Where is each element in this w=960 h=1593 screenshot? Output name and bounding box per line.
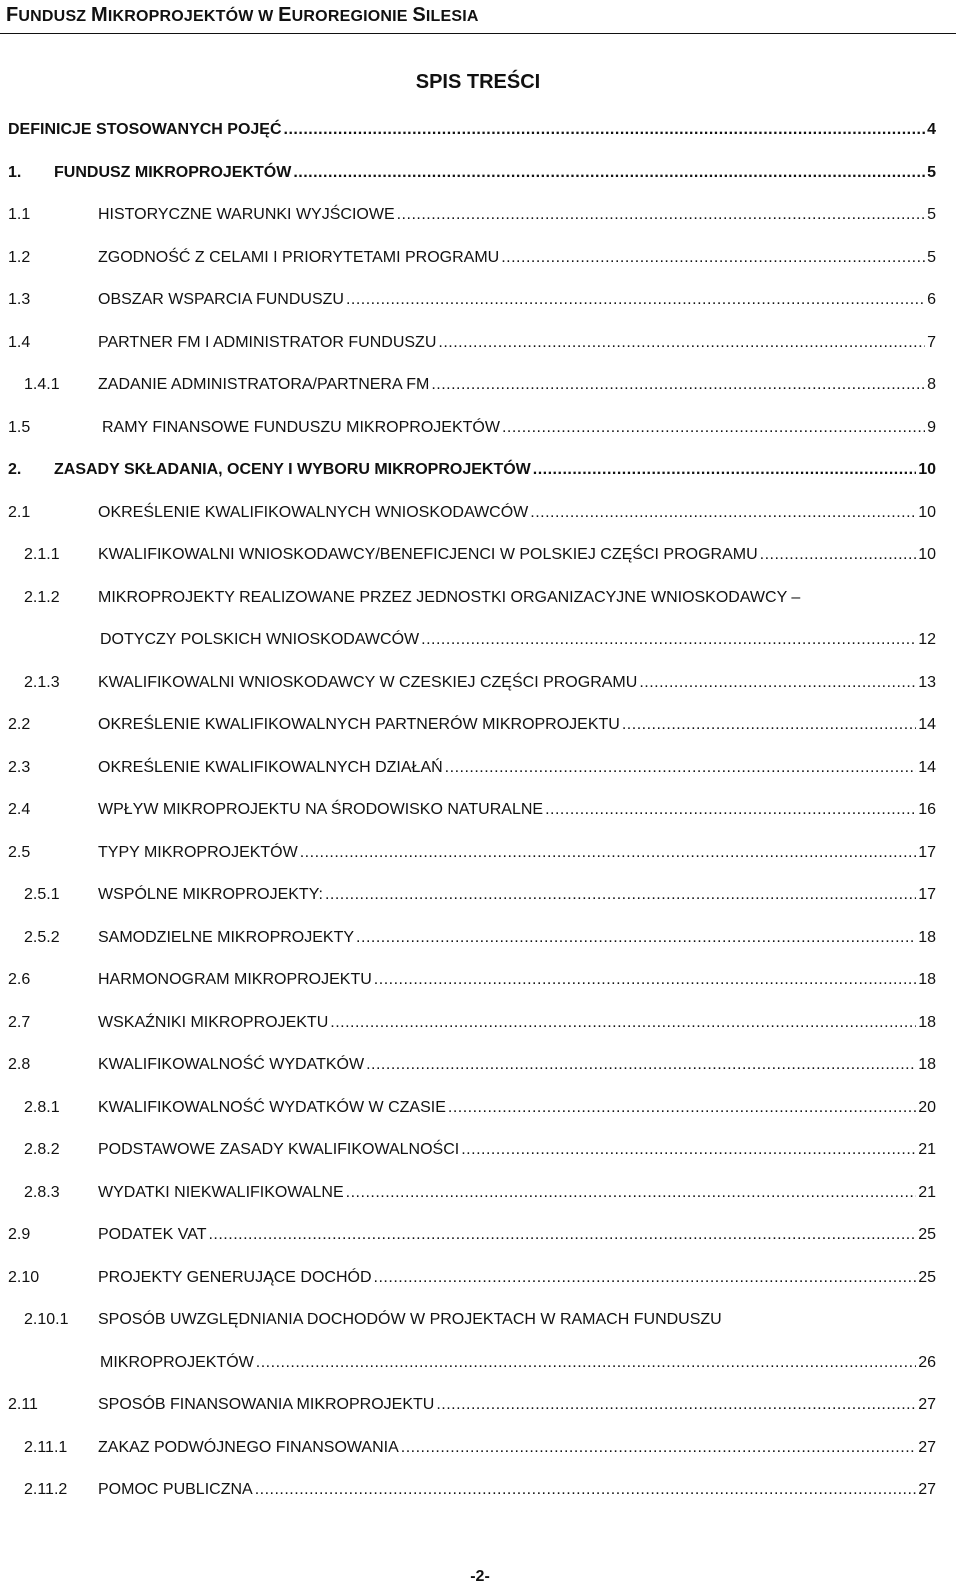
toc-entry[interactable] [0,586,960,610]
toc-entry-number: 2.7 [8,1013,31,1031]
toc-entry-line [98,671,936,695]
running-header [0,0,956,34]
toc-entry-number: 1.2 [8,248,31,266]
toc-leader-dots [255,1478,917,1502]
toc-entry-page: 25 [918,1226,936,1243]
toc-entry[interactable] [0,543,960,567]
toc-entry-number: 2.1.1 [24,546,60,563]
toc-entry-line [98,1011,936,1035]
toc-entry-page: 16 [918,801,936,818]
toc-entry-line [98,501,936,525]
toc-leader-dots [325,883,916,907]
toc-entry-line [98,1478,936,1502]
toc-entry-number: 2.1.2 [24,588,60,606]
toc-entry-line [98,883,936,907]
toc-leader-dots [293,161,925,185]
toc-entry[interactable] [0,416,960,440]
toc-entry-number: 2.4 [8,801,31,818]
toc-leader-dots [256,1351,916,1375]
toc-entry[interactable] [0,1096,960,1120]
toc-entry-line [100,1351,936,1375]
toc-entry-number: 2.11 [8,1396,38,1413]
toc-leader-dots [445,756,917,780]
toc-entry-title: PODSTAWOWE ZASADY KWALIFIKOWALNOŚCI [98,1141,460,1158]
toc-entry-line [8,118,936,142]
toc-entry-number: 2.5 [8,843,31,861]
toc-entry-line [100,628,936,652]
toc-entry-page: 7 [927,333,936,351]
toc-entry-page: 27 [918,1438,936,1456]
toc-entry[interactable] [0,1308,960,1332]
toc-entry-number: 2.1.3 [24,673,60,691]
toc-entry[interactable] [0,713,960,737]
toc-entry-title: OBSZAR WSPARCIA FUNDUSZU [98,291,344,308]
toc-entry-title: ZGODNOŚĆ Z CELAMI I PRIORYTETAMI PROGRAMU [98,248,500,266]
toc-leader-dots [421,628,916,652]
toc-leader-dots [533,458,916,482]
toc-entry-page: 14 [918,716,936,733]
toc-entry-page: 17 [918,886,936,903]
toc-entry-page: 10 [918,503,936,521]
toc-entry-title: WPŁYW MIKROPROJEKTU NA ŚRODOWISKO NATURALNE [98,801,544,818]
toc-entry[interactable] [0,161,960,185]
toc-entry-line [98,373,936,397]
toc-entry-title: SPOSÓB UWZGLĘDNIANIA DOCHODÓW W PROJEKTACH W RAMACH FUNDUSZU [98,1311,722,1328]
toc-entry-number: 1.5 [8,418,31,436]
toc-leader-dots [639,671,916,695]
toc-leader-dots [397,203,925,227]
toc-entry-title: HISTORYCZNE WARUNKI WYJŚCIOWE [98,206,395,223]
toc-entry-title: WSKAŹNIKI MIKROPROJEKTU [98,1013,329,1031]
toc-entry[interactable] [0,798,960,822]
toc-leader-dots [436,1393,916,1417]
toc-entry-page: 5 [927,163,936,181]
toc-entry-page: 20 [918,1098,936,1116]
toc-entry-line [102,416,936,440]
toc-leader-dots [208,1223,916,1247]
toc-entry-page: 21 [918,1141,936,1158]
toc-entry-line [98,798,936,822]
toc-leader-dots [356,926,916,950]
toc-entry-title: KWALIFIKOWALNI WNIOSKODAWCY/BENEFICJENCI W POLSKIEJ CZĘŚCI PROGRAMU [98,546,758,563]
toc-entry[interactable] [0,841,960,865]
toc-entry-title: KWALIFIKOWALNI WNIOSKODAWCY W CZESKIEJ CZĘŚCI PROGRAMU [98,673,638,691]
toc-leader-dots [330,1011,916,1035]
toc-entry-page: 5 [927,206,936,223]
toc-leader-dots [346,1181,917,1205]
toc-entry-number: 1. [8,163,22,181]
toc-entry-number: 2.5.1 [24,886,60,903]
toc-entry-number: 2.10 [8,1268,40,1286]
toc-entry-number: 2.1 [8,503,31,521]
toc-entry[interactable] [0,926,960,950]
toc-entry-title: ZADANIE ADMINISTRATORA/PARTNERA FM [98,376,430,393]
toc-entry-line [98,1096,936,1120]
toc-entry-title: HARMONOGRAM MIKROPROJEKTU [98,971,372,988]
toc-entry-page: 10 [918,546,936,563]
toc-entry-number: 2.8 [8,1056,31,1073]
toc-leader-dots [431,373,925,397]
toc-entry-page: 25 [918,1268,936,1286]
toc-entry-title: SPOSÓB FINANSOWANIA MIKROPROJEKTU [98,1396,435,1413]
toc-entry-page: 9 [927,418,936,436]
toc-entry[interactable] [0,628,960,652]
toc-entry[interactable] [0,1266,960,1290]
toc-entry-line [98,203,936,227]
toc-entry-page: 26 [918,1353,936,1371]
toc-entry-number: 2.2 [8,716,31,733]
toc-entry-number: 1.4 [8,333,31,351]
toc-entry-title: POMOC PUBLICZNA [98,1481,253,1498]
toc-entry-line [98,968,936,992]
toc-entry[interactable] [0,1393,960,1417]
toc-entry-number: 2.11.2 [24,1481,68,1498]
toc-entry-title: FUNDUSZ MIKROPROJEKTÓW [54,163,292,181]
toc-entry-line [98,288,936,312]
toc-entry-title: OKREŚLENIE KWALIFIKOWALNYCH WNIOSKODAWCÓW [98,503,529,521]
toc-entry-number: 2.5.2 [24,928,60,946]
toc-entry[interactable] [0,203,960,227]
toc-entry-title: ZAKAZ PODWÓJNEGO FINANSOWANIA [98,1438,399,1456]
toc-entry-page: 4 [927,121,936,138]
toc-entry-title: ZASADY SKŁADANIA, OCENY I WYBORU MIKROPROJEKTÓW [54,461,531,478]
toc-entry-title-continued: MIKROPROJEKTÓW [100,1353,254,1371]
toc-entry-line [98,1266,936,1290]
toc-entry-number: 2.8.1 [24,1098,60,1116]
toc-entry-page: 5 [927,248,936,266]
toc-entry-page: 27 [918,1481,936,1498]
toc-entry-line [98,331,936,355]
toc-leader-dots [530,501,916,525]
toc-entry-number: 2.11.1 [24,1438,68,1456]
toc-entry-title: SAMODZIELNE MIKROPROJEKTY [98,928,355,946]
toc-entry-title: KWALIFIKOWALNOŚĆ WYDATKÓW [98,1056,365,1073]
toc-entry-number: 2.6 [8,971,31,988]
toc-entry[interactable] [0,118,960,142]
toc-entry[interactable] [0,756,960,780]
toc-entry-page: 6 [927,291,936,308]
toc-entry[interactable] [0,1138,960,1162]
toc-entry-number: 2.10.1 [24,1311,69,1328]
toc-entry-line [98,926,936,950]
toc-entry[interactable] [0,1478,960,1502]
page-number: -2- [470,1568,490,1585]
toc-entry-title: KWALIFIKOWALNOŚĆ WYDATKÓW W CZASIE [98,1098,446,1116]
toc-entry-title: PODATEK VAT [98,1226,207,1243]
toc-entry[interactable] [0,1053,960,1077]
toc-entry-title: TYPY MIKROPROJEKTÓW [98,843,298,861]
toc-leader-dots [545,798,916,822]
toc-leader-dots [448,1096,916,1120]
toc-entry-page: 8 [927,376,936,393]
toc-entry-number: 2.8.2 [24,1141,60,1158]
toc-leader-dots [374,968,916,992]
toc-entry-line [98,246,936,270]
toc-entry-page: 17 [918,843,936,861]
toc-entry-line [98,1138,936,1162]
toc-entry-number: 1.3 [8,291,31,308]
toc-entry-title: WSPÓLNE MIKROPROJEKTY: [98,886,323,903]
toc-entry[interactable] [0,1011,960,1035]
toc-entry-title-continued: DOTYCZY POLSKICH WNIOSKODAWCÓW [100,631,420,648]
toc-entry-line [98,1053,936,1077]
running-header-title: FUNDUSZ MIKROPROJEKTÓW W EUROREGIONIE SILESIA [6,4,479,26]
toc-entry-number: 1.1 [8,206,31,223]
toc-leader-dots [622,713,916,737]
toc-entry-number: 2. [8,461,22,478]
toc-entry-line [98,1393,936,1417]
toc-entry[interactable] [0,671,960,695]
toc-entry[interactable] [0,1351,960,1375]
toc-entry-number: 2.9 [8,1226,31,1243]
toc-entry-title: DEFINICJE STOSOWANYCH POJĘĆ [8,121,282,138]
toc-entry-page: 14 [918,758,936,776]
toc-entry-page: 12 [918,631,936,648]
toc-entry-line [98,1181,936,1205]
toc-entry-title: PROJEKTY GENERUJĄCE DOCHÓD [98,1268,372,1286]
toc-entry-page: 18 [918,1013,936,1031]
toc-entry-title: PARTNER FM I ADMINISTRATOR FUNDUSZU [98,333,437,351]
toc-leader-dots [501,246,925,270]
toc-entry[interactable] [0,331,960,355]
toc-leader-dots [284,118,926,142]
toc-leader-dots [760,543,917,567]
toc-entry[interactable] [0,246,960,270]
toc-leader-dots [438,331,925,355]
toc-entry[interactable] [0,968,960,992]
toc-entry-line [98,1223,936,1247]
toc-leader-dots [461,1138,916,1162]
toc-leader-dots [300,841,916,865]
toc-entry-line [54,458,936,482]
toc-entry-page: 13 [918,673,936,691]
toc-leader-dots [374,1266,917,1290]
toc-entry-line [98,543,936,567]
toc-entry-title: MIKROPROJEKTY REALIZOWANE PRZEZ JEDNOSTKI ORGANIZACYJNE WNIOSKODAWCY – [98,588,801,606]
toc-entry[interactable] [0,288,960,312]
toc-entry[interactable] [0,1223,960,1247]
toc-entry-title: WYDATKI NIEKWALIFIKOWALNE [98,1183,344,1201]
toc-entry-title: RAMY FINANSOWE FUNDUSZU MIKROPROJEKTÓW [102,418,500,436]
toc-entry[interactable] [0,373,960,397]
toc-entry[interactable] [0,883,960,907]
toc-leader-dots [346,288,925,312]
toc-entry-title: OKREŚLENIE KWALIFIKOWALNYCH PARTNERÓW MIKROPROJEKTU [98,716,620,733]
toc-entry-page: 10 [918,461,936,478]
toc-entry-page: 21 [918,1183,936,1201]
toc-entry-page: 27 [918,1396,936,1413]
toc-entry-line [98,841,936,865]
toc-leader-dots [502,416,925,440]
toc-entry[interactable] [0,1181,960,1205]
toc-entry-line [98,713,936,737]
toc-entry-line [98,756,936,780]
toc-entry[interactable] [0,458,960,482]
toc-entry-title: OKREŚLENIE KWALIFIKOWALNYCH DZIAŁAŃ [98,758,443,776]
toc-entry-page: 18 [918,928,936,946]
toc-leader-dots [366,1053,916,1077]
toc-entry-number: 2.8.3 [24,1183,60,1201]
toc-entry-line [98,1436,936,1460]
toc-entry-number: 2.3 [8,758,31,776]
toc-leader-dots [401,1436,916,1460]
toc-heading: SPIS TREŚCI [415,71,541,93]
toc-entry-page: 18 [918,1056,936,1073]
toc-entry-line [54,161,936,185]
toc-entry-page: 18 [918,971,936,988]
toc-entry[interactable] [0,501,960,525]
toc-entry[interactable] [0,1436,960,1460]
toc-entry-number: 1.4.1 [24,376,60,393]
